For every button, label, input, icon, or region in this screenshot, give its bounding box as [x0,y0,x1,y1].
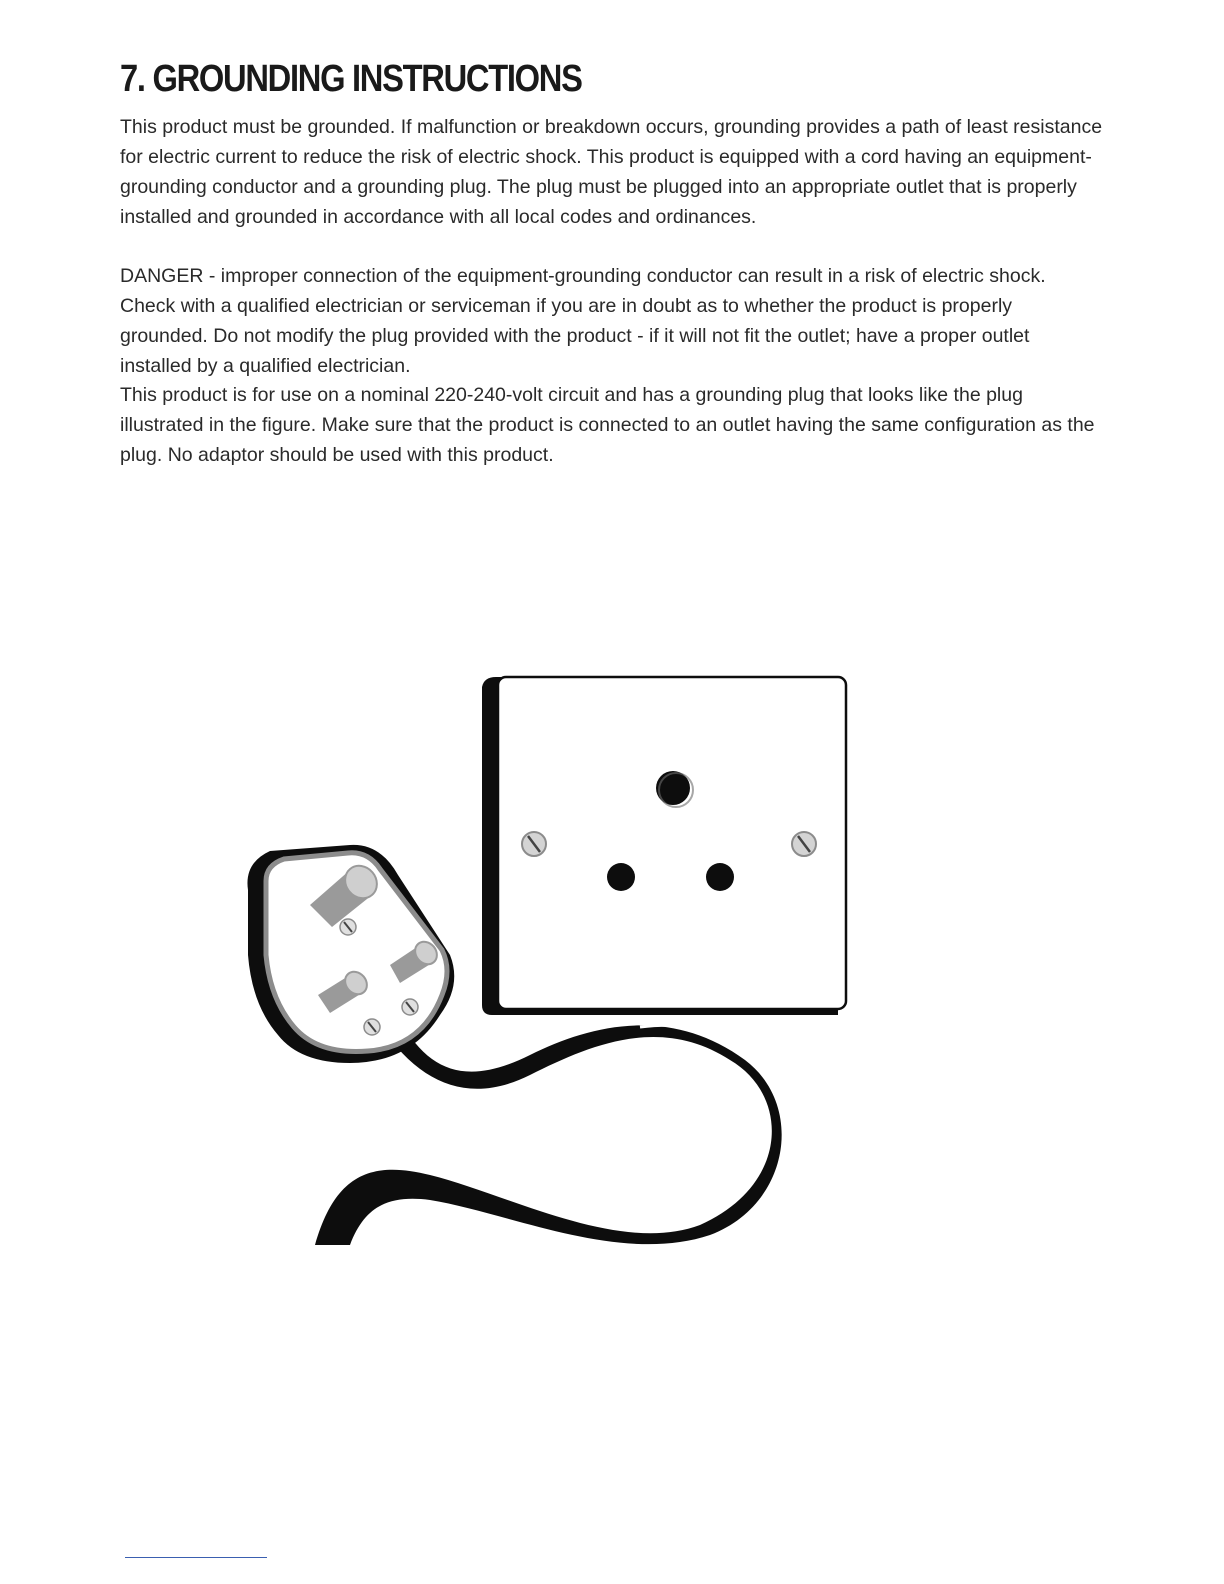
paragraph-grounding-intro: This product must be grounded. If malfunction or breakdown occurs, grounding provides a path of least resistance for electric current to reduce the risk of electric shock. This product is equipped with a cord having an equipment-grounding conductor and a grounding plug. The plug must be plugged into an appropriate outlet that is properly installed and grounded in accordance with all local codes and ordinances. [120,116,1103,228]
wall-outlet [482,677,846,1015]
section-title: 7. GROUNDING INSTRUCTIONS [120,58,582,100]
plug-screw-right [402,999,418,1015]
grounding-plug [247,845,454,1063]
outlet-screw-right [792,832,816,856]
footer-rule [125,1557,267,1558]
outlet-screw-left [522,832,546,856]
plug-screw-top [340,919,356,935]
outlet-live-hole [607,863,635,891]
plug-screw-bottom [364,1019,380,1035]
outlet-neutral-hole [706,863,734,891]
paragraph-danger-warning: DANGER - improper connection of the equipment-grounding conductor can result in a risk of electric shock. Check with a qualified electrician or serviceman if you are in doubt as to whether the product is properly grounded. Do not modify the plug provided with the product - if it will not fit the outlet; have a proper outlet installed by a qualified electrician. [120,265,1046,377]
plug-and-outlet-illustration [230,665,870,1265]
paragraph-voltage-note: This product is for use on a nominal 220-240-volt circuit and has a grounding plug that looks like the plug illustrated in the figure. Make sure that the product is connected to an outlet having the same configuration as the plug. No adaptor should be used with this product. [120,384,1095,466]
